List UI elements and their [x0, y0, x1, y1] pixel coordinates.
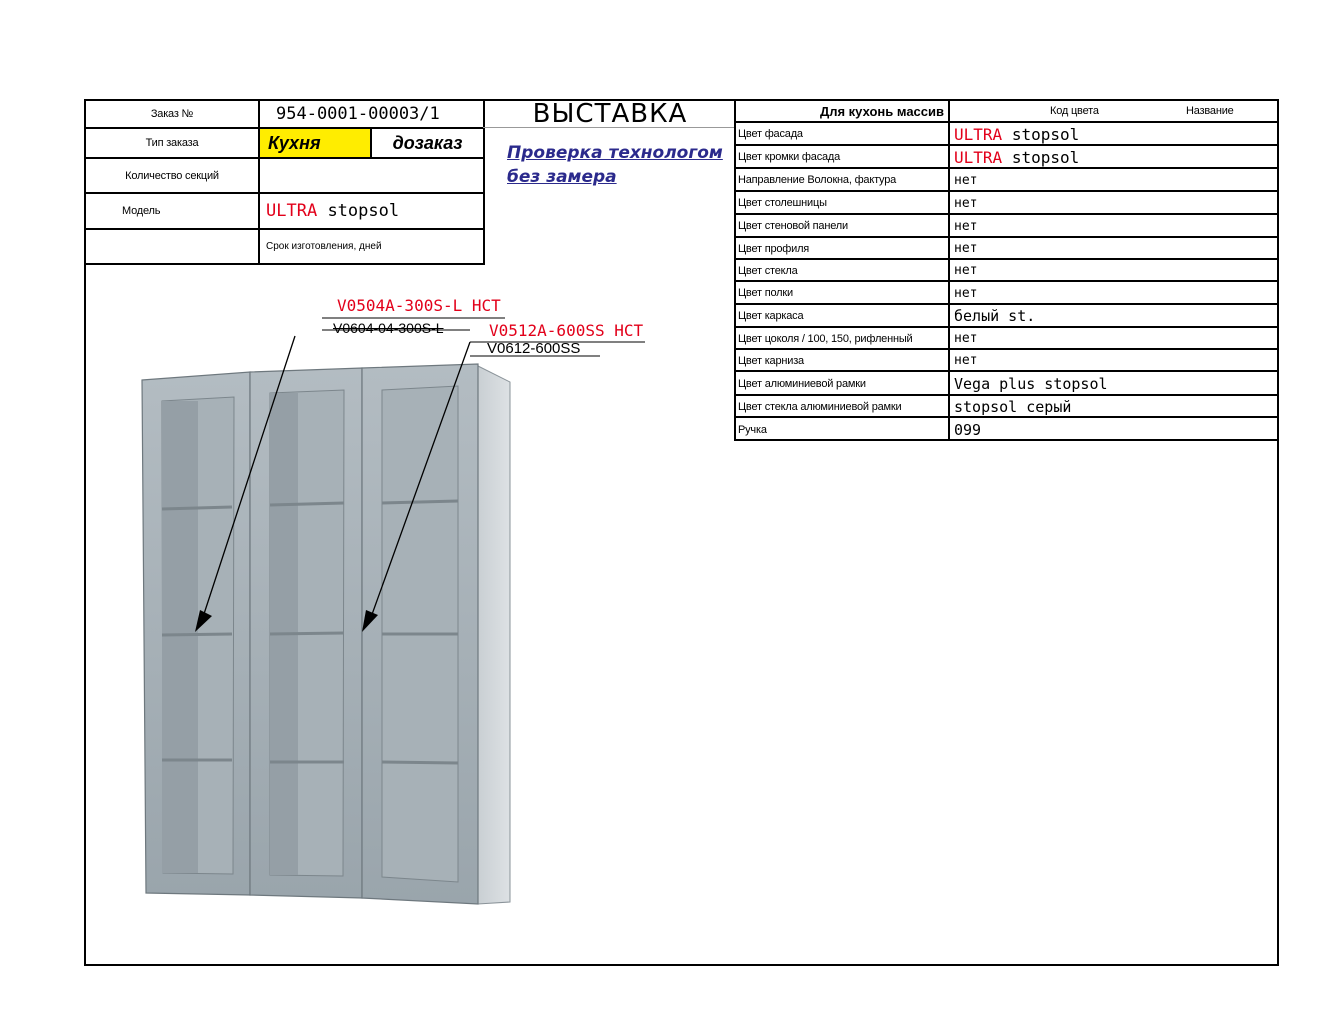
tech-check-line1: Проверка технологом — [507, 143, 723, 163]
tech-check-line2: без замера — [507, 167, 617, 187]
spec-row-text: stopsol — [1011, 124, 1080, 144]
spec-row-brand: ULTRA — [954, 147, 1003, 167]
cabinet-side-panel — [478, 366, 510, 904]
spec-row-label: Цвет цоколя / 100, 150, рифленный — [738, 332, 913, 345]
spec-row-label: Цвет столешницы — [738, 197, 827, 209]
spec-row-text: нет — [954, 218, 978, 234]
col-code-label: Код цвета — [1050, 105, 1099, 117]
sections-label: Количество секций — [125, 169, 219, 182]
spec-row-label: Цвет профиля — [738, 242, 810, 255]
callout2-new-code: V0512A-600SS НСТ — [489, 321, 644, 340]
spec-row-label: Цвет стекла алюминиевой рамки — [738, 400, 902, 413]
model-label: Модель — [122, 205, 161, 217]
spec-row-brand: ULTRA — [954, 124, 1003, 144]
model-name: stopsol — [327, 201, 400, 221]
order-no-value: 954-0001-00003/1 — [276, 104, 440, 124]
spec-header-label: Для кухонь массив — [819, 103, 944, 119]
callout1-new-code: V0504A-300S-L НСТ — [337, 296, 501, 315]
spec-row-label: Направление Волокна, фактура — [738, 174, 897, 186]
spec-row-text: 099 — [954, 420, 982, 439]
spec-row-text: нет — [954, 263, 978, 278]
spec-row-label: Цвет полки — [738, 287, 793, 299]
spec-row-text: нет — [954, 353, 978, 368]
callout1-old-code: V0604-04-300S-L — [333, 320, 444, 336]
spec-row-text: белый st. — [954, 307, 1036, 325]
page-title: ВЫСТАВКА — [532, 99, 688, 129]
deadline-label: Срок изготовления, дней — [266, 241, 382, 252]
spec-row-text: stopsol — [1011, 147, 1080, 167]
cabinet-door-middle — [250, 368, 362, 898]
spec-row-label: Цвет стеновой панели — [738, 220, 848, 232]
spec-row-label: Цвет кромки фасада — [738, 151, 841, 163]
order-no-label: Заказ № — [150, 108, 194, 120]
spec-row-text: нет — [954, 285, 978, 301]
spec-row-label: Цвет карниза — [738, 354, 804, 367]
spec-row-text: stopsol серый — [954, 397, 1072, 416]
col-name-label: Название — [1186, 105, 1234, 117]
spec-row-text: нет — [954, 172, 978, 188]
order-subtype-value: дозаказ — [392, 132, 463, 153]
spec-row-text: нет — [954, 331, 978, 346]
order-type-label: Тип заказа — [145, 137, 199, 149]
spec-row-label: Ручка — [738, 423, 767, 436]
spec-row-label: Цвет алюминиевой рамки — [738, 377, 866, 390]
spec-row-text: нет — [954, 195, 978, 211]
spec-row-label: Цвет фасада — [738, 128, 803, 140]
model-brand: ULTRA — [266, 201, 318, 221]
spec-row-label: Цвет стекла — [738, 264, 798, 277]
spec-row-text: Vega plus stopsol — [954, 374, 1108, 393]
spec-row-label: Цвет каркаса — [738, 310, 804, 322]
spec-row-text: нет — [954, 241, 978, 256]
cabinet-door-left — [142, 372, 250, 895]
order-type-value: Кухня — [260, 129, 370, 157]
cabinet-door-right — [362, 364, 478, 904]
callout2-old-code: V0612-600SS — [487, 340, 581, 357]
